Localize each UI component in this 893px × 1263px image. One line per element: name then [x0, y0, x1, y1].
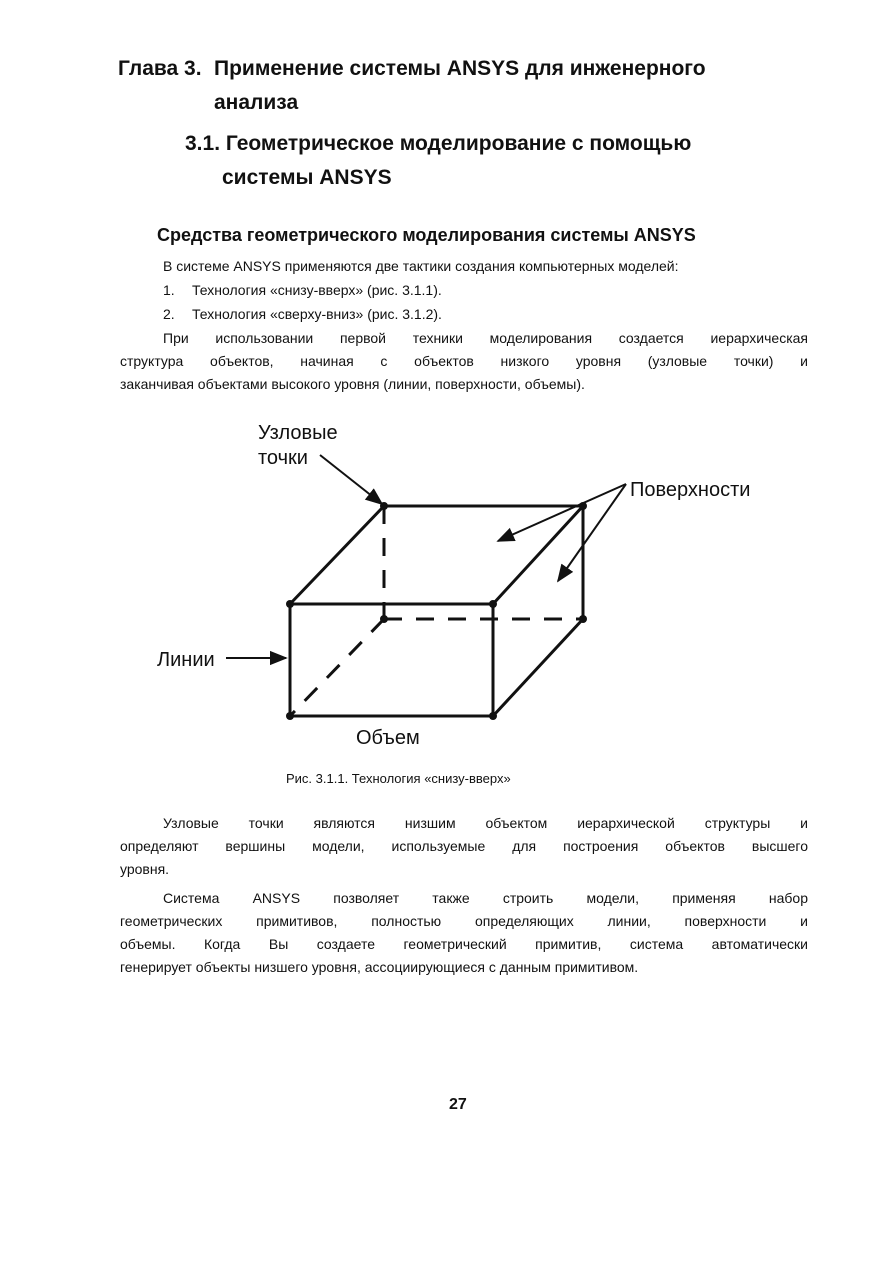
list-text: Технология «снизу-вверх» (рис. 3.1.1). [192, 282, 442, 298]
pointer-arrows [226, 455, 626, 658]
node-point [489, 712, 497, 720]
node-point [579, 615, 587, 623]
paragraph-line: структура объектов, начиная с объектов низкого уровня (узловые точки) и [120, 353, 808, 369]
paragraph-line: генерирует объекты низшего уровня, ассоциирующиеся с данным примитивом. [120, 959, 639, 975]
paragraph-line: заканчивая объектами высокого уровня (линии, поверхности, объемы). [120, 376, 585, 392]
section-title-line2: системы ANSYS [222, 166, 392, 189]
label-nodes-line1: Узловые [258, 422, 338, 444]
paragraph-3 [120, 887, 808, 979]
paragraph-2 [120, 812, 808, 881]
paragraph-line: Система ANSYS позволяет также строить модели, применяя набор [163, 890, 808, 906]
top-left-edge [290, 506, 384, 604]
list-number: 2. [163, 306, 175, 322]
section-title-line1: 3.1. Геометрическое моделирование с помощью [185, 132, 692, 155]
cube-solid-edges [290, 506, 583, 716]
paragraph-line: геометрических примитивов, полностью определяющих линии, поверхности и [120, 913, 808, 929]
page-number: 27 [449, 1096, 467, 1113]
node-points [286, 502, 587, 720]
nodes-arrow [320, 455, 382, 504]
front-face [290, 604, 493, 716]
hidden-diagonal-edge [290, 619, 384, 716]
cube-hidden-edges [290, 506, 583, 716]
intro-text: В системе ANSYS применяются две тактики создания компьютерных моделей: [163, 258, 679, 274]
label-nodes-line2: точки [258, 447, 308, 469]
bottom-right-edge [493, 619, 583, 716]
paragraph-line: объемы. Когда Вы создаете геометрический примитив, система автоматически [120, 936, 808, 952]
chapter-title-line1: Применение системы ANSYS для инженерного [214, 57, 706, 80]
figure-caption: Рис. 3.1.1. Технология «снизу-вверх» [286, 771, 511, 786]
list-number: 1. [163, 282, 175, 298]
top-right-edge [493, 506, 583, 604]
node-point [286, 600, 294, 608]
node-point [286, 712, 294, 720]
label-volume: Объем [356, 727, 420, 749]
node-point [489, 600, 497, 608]
paragraph-line: определяют вершины модели, используемые для построения объектов высшего [120, 838, 808, 854]
paragraph-line: уровня. [120, 861, 170, 877]
node-point [380, 615, 388, 623]
paragraph-line: Узловые точки являются низшим объектом иерархической структуры и [163, 815, 808, 831]
label-lines: Линии [157, 649, 215, 671]
list-text: Технология «сверху-вниз» (рис. 3.1.2). [192, 306, 442, 322]
chapter-title-line2: анализа [214, 91, 299, 114]
chapter-label: Глава 3. [118, 57, 202, 80]
label-surfaces: Поверхности [630, 479, 751, 501]
paragraph-line: При использовании первой техники моделирования создается иерархическая [163, 330, 808, 346]
subheading: Средства геометрического моделирования системы ANSYS [157, 225, 696, 245]
